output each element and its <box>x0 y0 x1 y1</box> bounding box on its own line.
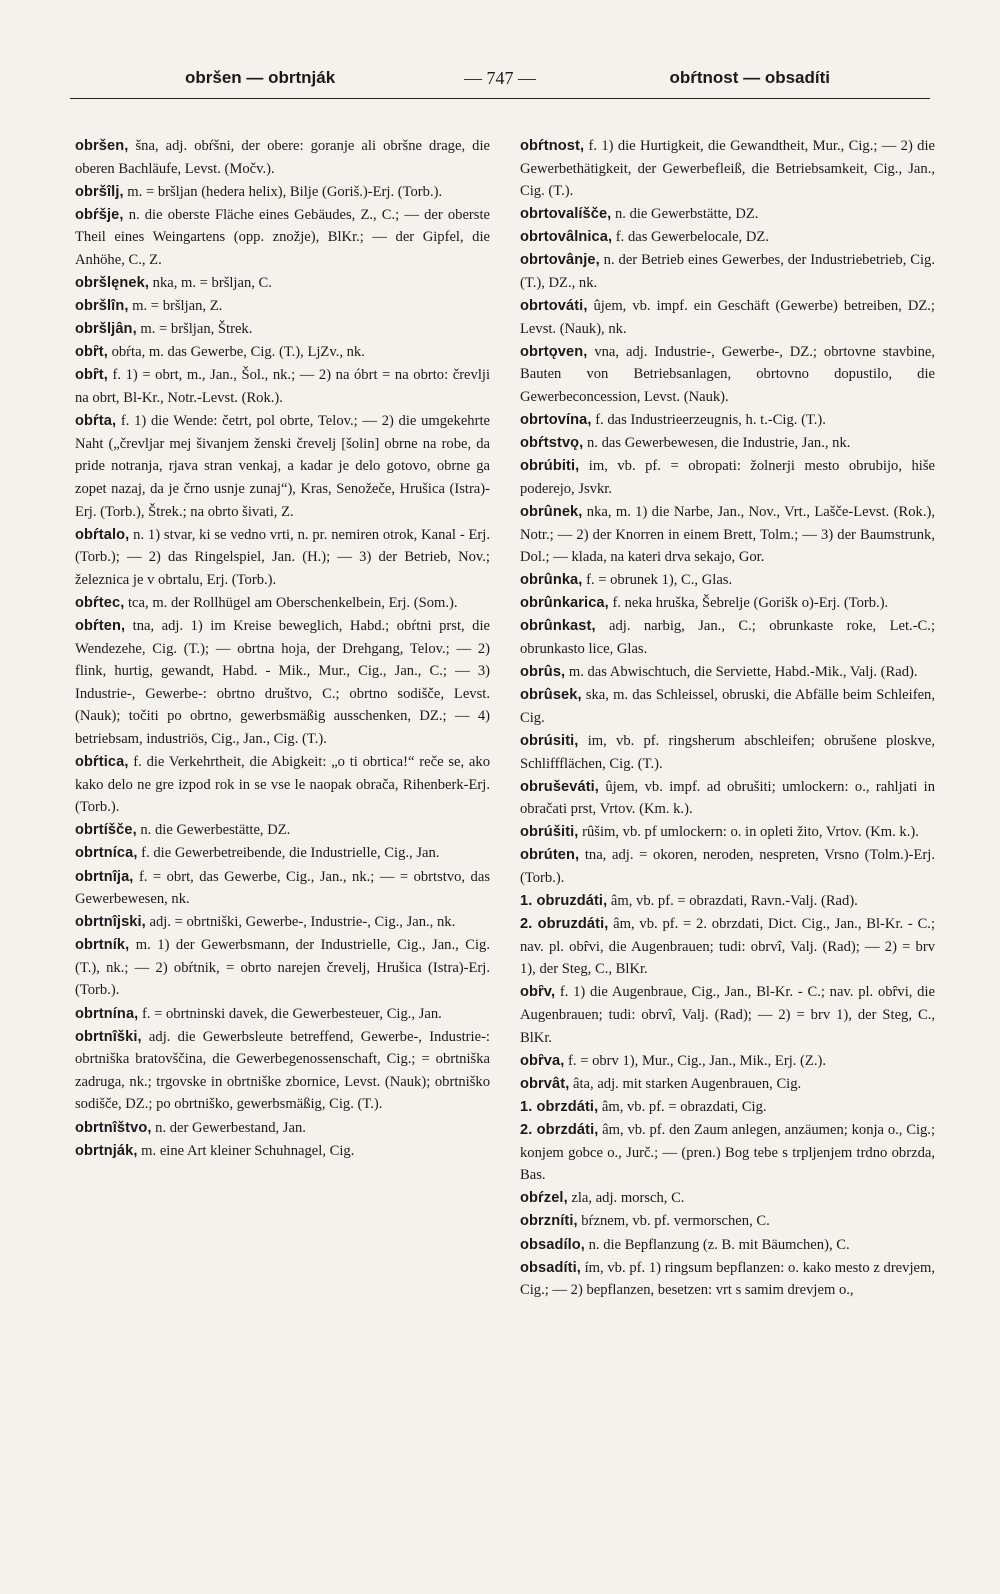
entry-headword: obrtnîja, <box>75 868 134 885</box>
entry-definition: f. = obrv 1), Mur., Cig., Jan., Mik., Erj. (Z.). <box>564 1052 826 1069</box>
dictionary-entry <box>520 615 935 660</box>
dictionary-entry <box>520 1050 935 1073</box>
entry-headword: obrtnîški, <box>75 1028 142 1045</box>
dictionary-entry <box>520 226 935 249</box>
entry-headword: obršlîn, <box>75 298 129 315</box>
entry-headword: obrûsek, <box>520 687 582 704</box>
entry-definition: n. das Gewerbewesen, die Industrie, Jan., nk. <box>583 435 851 452</box>
entry-definition: n. die Gewerbstätte, DZ. <box>611 206 759 223</box>
entry-definition: âm, vb. pf. = obrazdati, Ravn.-Valj. (Rad). <box>607 893 858 910</box>
entry-headword: obȓt, <box>75 367 108 384</box>
entry-definition: f. 1) die Hurtigkeit, die Gewandtheit, Mur., Cig.; — 2) die Gewerbethätigkeit, der Gewerbefleiß, die Betriebsamkeit, Cig., Jan., Cig. (T.). <box>520 138 935 200</box>
dictionary-entry <box>75 1003 490 1026</box>
dictionary-entry <box>75 318 490 341</box>
entry-headword: 1. obrzdáti, <box>520 1098 599 1115</box>
entry-definition: f. neka hruška, Šebrelje (Gorišk o)-Erj. (Torb.). <box>608 595 889 612</box>
dictionary-entry <box>75 615 490 751</box>
entry-headword: obrûnkarica, <box>520 595 609 612</box>
entry-definition: m. = bršljan, Štrek. <box>136 321 253 338</box>
entry-definition: tca, m. der Rollhügel am Oberschenkelbein, Erj. (Som.). <box>124 594 458 611</box>
entry-definition: n. die Gewerbestätte, DZ. <box>136 822 291 839</box>
dictionary-entry <box>75 934 490 1002</box>
entry-headword: obŕten, <box>75 617 126 634</box>
entry-headword: obrûnkast, <box>520 618 596 635</box>
entry-definition: šna, adj. obŕšni, der obere: goranje ali obršne drage, die oberen Bachläufe, Levst. (Močv.). <box>75 138 490 177</box>
entry-headword: obȓv, <box>520 984 556 1001</box>
dictionary-entry <box>520 432 935 455</box>
entry-headword: 2. obruzdáti, <box>520 916 609 933</box>
entry-definition: f. 1) = obrt, m., Jan., Šol., nk.; — 2) na óbrt = na obrto: črevlji na obrt, Bl-Kr., Notr.-Levst. (Rok.). <box>75 367 490 407</box>
entry-headword: obršîlj, <box>75 183 124 200</box>
entry-headword: obrtnína, <box>75 1005 139 1022</box>
entry-definition: zla, adj. morsch, C. <box>567 1190 685 1207</box>
entry-definition: n. der Betrieb eines Gewerbes, der Industriebetrieb, Cig. (T.), DZ., nk. <box>520 252 935 292</box>
dictionary-entry <box>520 135 935 203</box>
entry-headword: obrtník, <box>75 937 130 954</box>
dictionary-entry <box>520 684 935 729</box>
dictionary-entry <box>520 821 935 844</box>
entry-definition: obŕta, m. das Gewerbe, Cig. (T.), LjZv., nk. <box>107 344 365 361</box>
dictionary-entry <box>75 410 490 523</box>
header-rule <box>70 98 930 99</box>
entry-definition: ska, m. das Schleissel, obruski, die Abfälle beim Schleifen, Cig. <box>520 687 935 726</box>
entry-headword: obršen, <box>75 138 129 154</box>
entry-definition: âm, vb. pf. = 2. obrzdati, Dict. Cig., Jan., Bl-Kr. - C.; nav. pl. obȓvi, die Augenbrauen; tudi: obrvî, Valj. (Rad); — 2) = brv 1), der Steg, C., BlKr. <box>520 916 936 978</box>
entry-headword: obrtovalíšče, <box>520 206 612 223</box>
dictionary-entry <box>520 1257 935 1302</box>
entry-headword: obrtnják, <box>75 1142 138 1159</box>
entry-headword: obrúšiti, <box>520 824 579 841</box>
entry-definition: n. die oberste Fläche eines Gebäudes, Z., C.; — der oberste Theil eines Weingartens (opp. znožje), BlKr.; — der Gipfel, die Anhöhe, C., Z. <box>75 206 490 268</box>
entry-definition: f. = obrt, das Gewerbe, Cig., Jan., nk.; — = obrtstvo, das Gewerbewesen, nk. <box>75 868 490 908</box>
entry-headword: obrûnka, <box>520 572 583 589</box>
entry-headword: obrtíšče, <box>75 822 137 839</box>
entry-headword: obrtovânje, <box>520 252 600 269</box>
entry-definition: tna, adj. = okoren, neroden, nespreten, Vrsno (Tolm.)-Erj. (Torb.). <box>520 847 935 886</box>
dictionary-entry <box>520 1096 935 1119</box>
dictionary-entry <box>75 1026 490 1116</box>
dictionary-entry <box>520 890 935 913</box>
entry-definition: f. das Gewerbelocale, DZ. <box>612 229 769 246</box>
dictionary-entry <box>520 1119 935 1187</box>
entry-headword: obŕtalo, <box>75 526 130 543</box>
entry-definition: âm, vb. pf. = obrazdati, Cig. <box>598 1098 767 1115</box>
entry-definition: im, vb. pf. ringsherum abschleifen; obrušene ploskve, Schliffflächen, Cig. (T.). <box>520 732 935 772</box>
dictionary-entry <box>75 524 490 592</box>
entry-definition: f. 1) die Wende: četrt, pol obrte, Telov.; — 2) die umgekehrte Naht („črevljar mej šivanjem ženski črevelj [šolin] obrne na robe, da pride notranja, rjava stran venkaj, a kadar je delo gotovo, obrne ga zopet nazaj, da je črno usnje zunaj“), Kras, Senožeče, Hrušica (Istra)-Erj. (Torb.), Štrek.; na obrto šivati, Z. <box>75 413 490 520</box>
entry-definition: f. die Gewerbetreibende, die Industrielle, Cig., Jan. <box>137 845 440 862</box>
entry-headword: obŕtec, <box>75 594 125 611</box>
dictionary-entry <box>75 272 490 295</box>
entry-definition: nka, m. 1) die Narbe, Jan., Nov., Vrt., Lašče-Levst. (Rok.), Notr.; — 2) der Knorren in einem Brett, Tolm.; — 3) der Baumstrunk, Dol.; — klada, na kateri drva sekajo, Gor. <box>520 504 935 566</box>
entry-definition: ûjem, vb. impf. ein Geschäft (Gewerbe) betreiben, DZ.; Levst. (Nauk), nk. <box>520 298 935 337</box>
entry-headword: obrtǫven, <box>520 343 588 360</box>
entry-definition: n. der Gewerbestand, Jan. <box>151 1119 306 1136</box>
entry-definition: m. = bršljan, Z. <box>128 298 223 315</box>
entry-headword: obrvât, <box>520 1075 570 1092</box>
entry-definition: f. = obrunek 1), C., Glas. <box>582 572 733 589</box>
dictionary-entry <box>520 776 935 821</box>
entry-definition: im, vb. pf. = obropati: žolnerji mesto obrubijo, hiše poderejo, Jsvkr. <box>520 458 935 497</box>
right-column <box>520 135 935 1302</box>
entry-headword: 2. obrzdáti, <box>520 1122 599 1139</box>
entry-definition: m. eine Art kleiner Schuhnagel, Cig. <box>137 1142 355 1159</box>
entry-headword: obŕzel, <box>520 1190 568 1207</box>
entry-headword: obrtnîštvo, <box>75 1119 152 1136</box>
entry-headword: obruševáti, <box>520 778 599 795</box>
dictionary-entry <box>520 730 935 775</box>
dictionary-entry <box>520 592 935 615</box>
dictionary-entry <box>520 569 935 592</box>
entry-headword: obrúbiti, <box>520 458 580 475</box>
dictionary-entry <box>75 295 490 318</box>
dictionary-entry <box>75 135 490 180</box>
entry-headword: obŕtstvǫ, <box>520 435 584 452</box>
entry-headword: obrúsiti, <box>520 732 579 749</box>
entry-definition: ûjem, vb. impf. ad obrušiti; umlockern: o., rahljati in obračati prst, Vrtov. (Km. k.). <box>520 778 935 818</box>
entry-headword: obrtníca, <box>75 845 138 862</box>
entry-headword: obršljân, <box>75 321 137 338</box>
entry-definition: m. 1) der Gewerbsmann, der Industrielle, Cig., Jan., Cig. (T.), nk.; — 2) obŕtnik, = obrto narejen črevelj, Hrušica (Istra)-Erj. (Torb.). <box>75 937 490 999</box>
entry-headword: obrzníti, <box>520 1213 578 1230</box>
entry-headword: obŕtnost, <box>520 138 585 154</box>
dictionary-entry <box>75 592 490 615</box>
dictionary-entry <box>520 1210 935 1233</box>
entry-definition: tna, adj. 1) im Kreise beweglich, Habd.; obŕtni prst, die Wendezehe, Cig. (T.); — obrtna hoja, der Drehgang, Telov.; — 2) flink, hurtig, gewandt, Habd. - Mik., Mur., Cig., Jan., C.; — 3) Industrie-, Gewerbe-: obrtno društvo, C.; obrtno sodišče, Levst. (Nauk); točiti po obrtno, gewerbsmäßig ausschenken, DZ.; — 4) betriebsam, industriös, Cig., Jan., Cig. (T.). <box>75 617 490 747</box>
page-number: — 747 — <box>464 68 536 88</box>
header-right-guide: obŕtnost — obsadíti <box>669 68 830 87</box>
dictionary-entry <box>75 911 490 934</box>
entry-headword: obŕšje, <box>75 206 124 223</box>
entry-definition: adj. narbig, Jan., C.; obrunkaste roke, Let.-C.; obrunkasto lice, Glas. <box>520 618 935 658</box>
dictionary-entry <box>520 341 935 409</box>
entry-definition: f. das Industrieerzeugnis, h. t.-Cig. (T.). <box>591 412 826 429</box>
dictionary-entry <box>75 842 490 865</box>
entry-definition: f. = obrtninski davek, die Gewerbesteuer, Cig., Jan. <box>138 1005 442 1022</box>
entry-headword: obrtováti, <box>520 298 588 315</box>
dictionary-entry <box>520 249 935 294</box>
dictionary-entry <box>75 181 490 204</box>
entry-headword: obŕta, <box>75 413 117 430</box>
entry-definition: bŕznem, vb. pf. vermorschen, C. <box>577 1213 770 1230</box>
dictionary-entry <box>520 1187 935 1210</box>
entry-headword: obŕtica, <box>75 754 129 771</box>
dictionary-entry <box>520 661 935 684</box>
entry-definition: vna, adj. Industrie-, Gewerbe-, DZ.; obrtovne stavbine, Bauten von Betriebsanlagen, obrtovno dopustilo, die Gewerbeconcession, Levst. (Nauk). <box>520 343 935 406</box>
entry-definition: nka, m. = bršljan, C. <box>149 275 272 292</box>
entry-definition: adj. die Gewerbsleute betreffend, Gewerbe-, Industrie-: obrtniška bratovščina, die Gewerbegenossenschaft, Cig.; = obrtniška zadruga, nk.; trgovske in obrtniške zbornice, Levst. (Nauk); obrtniško sodišče, DZ.; po obrtniško, gewerbsmäßig, Cig. (T.). <box>75 1028 490 1113</box>
dictionary-entry <box>520 844 935 889</box>
entry-definition: ím, vb. pf. 1) ringsum bepflanzen: o. kako mesto z drevjem, Cig.; — 2) bepflanzen, besetzen: vrt s samim drevjem o., <box>520 1259 935 1299</box>
dictionary-entry <box>520 1073 935 1096</box>
dictionary-entry <box>520 295 935 340</box>
entry-definition: n. die Bepflanzung (z. B. mit Bäumchen), C. <box>584 1236 850 1253</box>
entry-headword: obrúten, <box>520 847 580 864</box>
entry-definition: âm, vb. pf. den Zaum anlegen, anzäumen; konja o., Cig.; konjem gobce o., Jurč.; — (pren.) Bog tebe s trpljenjem trdno obrzda, Bas. <box>520 1122 935 1184</box>
dictionary-entry <box>75 1117 490 1140</box>
dictionary-entry <box>75 341 490 364</box>
dictionary-entry <box>520 981 935 1049</box>
dictionary-entry <box>75 819 490 842</box>
entry-headword: obrtovína, <box>520 412 592 429</box>
dictionary-entry <box>75 866 490 911</box>
dictionary-entry <box>520 501 935 569</box>
entry-definition: n. 1) stvar, ki se vedno vrti, n. pr. nemiren otrok, Kanal - Erj. (Torb.); — 2) das Ringelspiel, Jan. (H.); — 3) der Betrieb, Nov.; železnica je v obrtalu, Erj. (Torb.). <box>75 526 490 588</box>
dictionary-entry <box>75 751 490 819</box>
dictionary-entry <box>520 409 935 432</box>
entry-headword: 1. obruzdáti, <box>520 893 608 910</box>
header-left-guide: obršen — obrtnják <box>185 68 336 87</box>
entry-definition: f. 1) die Augenbraue, Cig., Jan., Bl-Kr. - C.; nav. pl. obȓvi, die Augenbrauen; tudi: obrvî, Valj. (Rad); — 2) = brv 1), der Steg, C., BlKr. <box>520 984 935 1046</box>
entry-definition: rûšim, vb. pf umlockern: o. in opleti žito, Vrtov. (Km. k.). <box>578 824 919 841</box>
entry-headword: obȓt, <box>75 344 108 361</box>
entry-definition: m. = bršljan (hedera helix), Bilje (Goriš.)-Erj. (Torb.). <box>123 183 443 200</box>
entry-headword: obrtovâlnica, <box>520 229 613 246</box>
entry-headword: obȓva, <box>520 1052 565 1069</box>
entry-headword: obrûs, <box>520 664 566 681</box>
dictionary-entry <box>75 204 490 272</box>
entry-headword: obsadílo, <box>520 1236 585 1253</box>
dictionary-entry <box>520 203 935 226</box>
left-column <box>75 135 490 1163</box>
entry-definition: âta, adj. mit starken Augenbrauen, Cig. <box>569 1075 802 1092</box>
dictionary-entry <box>75 364 490 409</box>
entry-definition: f. die Verkehrtheit, die Abigkeit: „o ti obrtica!“ reče se, ako kako delo ne gre izpod rok in se vse le naopak obrača, Rihenberk-Erj. (Torb.). <box>75 754 490 816</box>
entry-headword: obrûnek, <box>520 504 583 520</box>
dictionary-entry <box>75 1140 490 1163</box>
page-header <box>70 62 930 96</box>
entry-headword: obsadíti, <box>520 1259 581 1276</box>
dictionary-entry <box>520 1234 935 1257</box>
entry-headword: obršlęnek, <box>75 275 149 292</box>
entry-definition: m. das Abwischtuch, die Serviette, Habd.-Mik., Valj. (Rad). <box>565 664 918 681</box>
entry-definition: adj. = obrtniški, Gewerbe-, Industrie-, Cig., Jan., nk. <box>145 914 456 931</box>
entry-headword: obrtnîjski, <box>75 914 146 931</box>
dictionary-entry <box>520 455 935 500</box>
dictionary-entry <box>520 913 935 981</box>
